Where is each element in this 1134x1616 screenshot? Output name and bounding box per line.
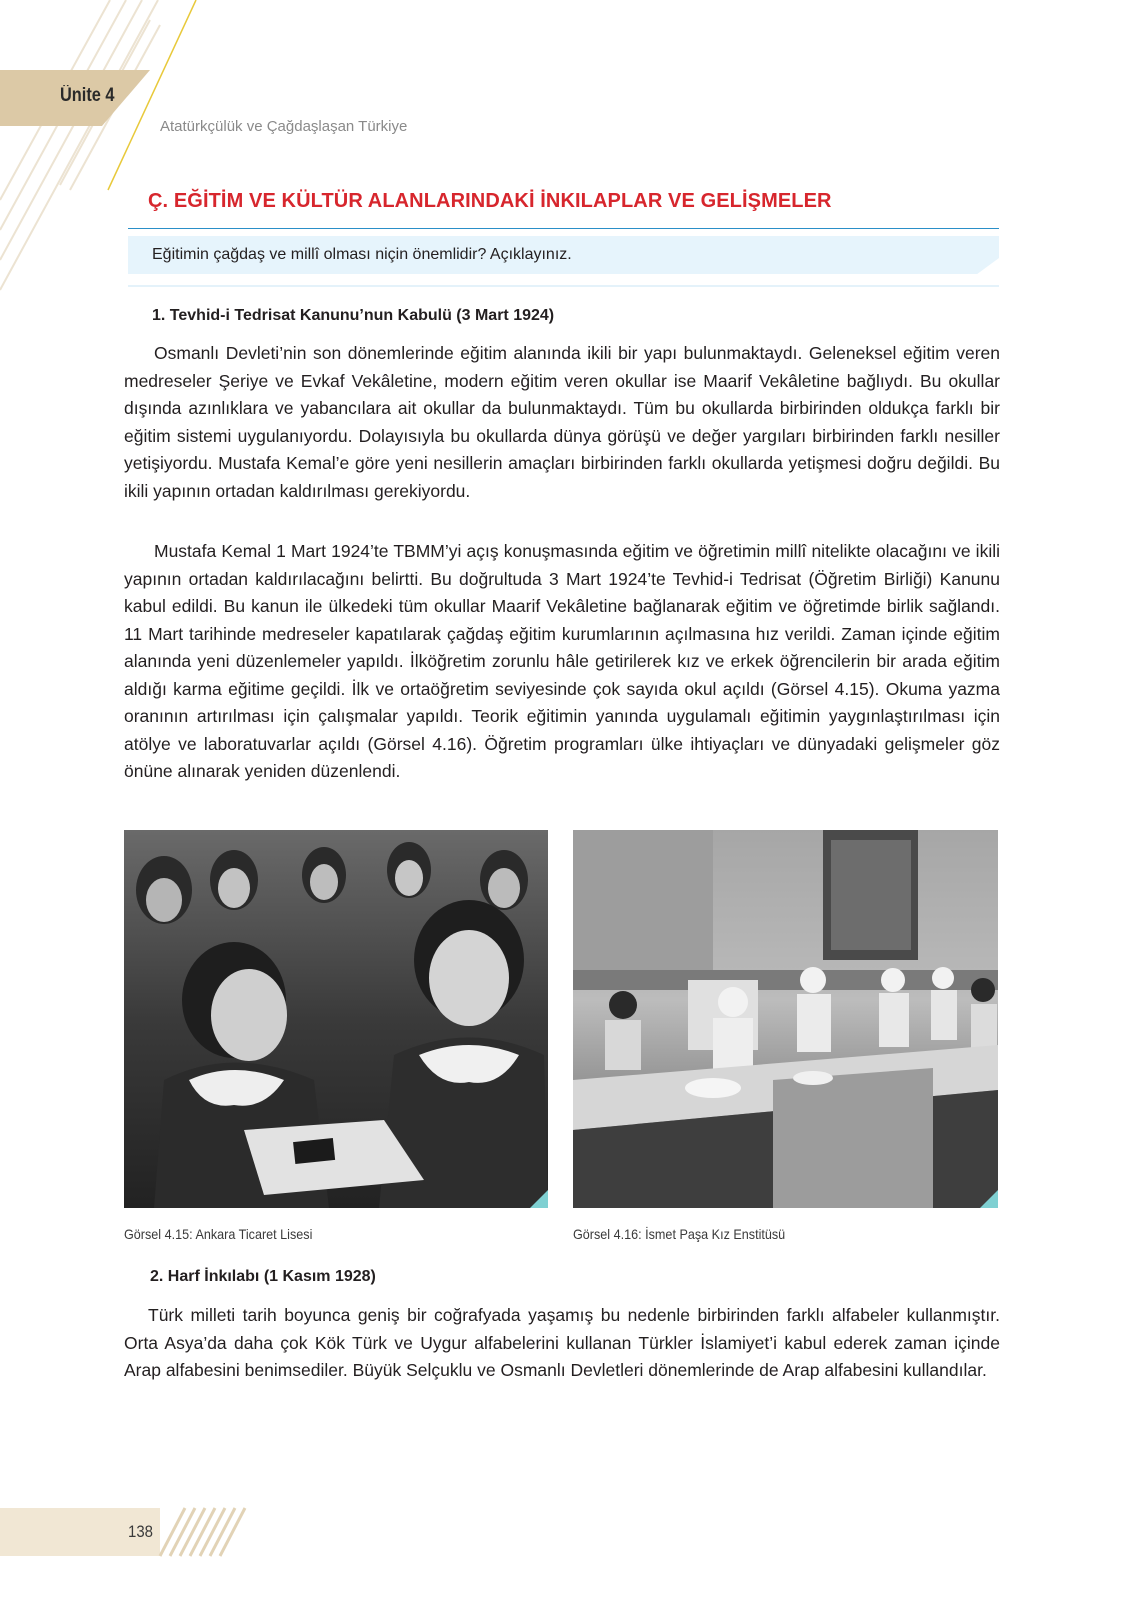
unit-label: Ünite 4 <box>60 85 115 106</box>
figure-caption-4-15: Görsel 4.15: Ankara Ticaret Lisesi <box>124 1226 313 1242</box>
part2-paragraph: Türk milleti tarih boyunca geniş bir coğrafyada yaşamış bu nedenle birbirinden farklı alfabeler kullanmıştır. Orta Asya’da daha çok Kök Türk ve Uygur alfabelerini kullanan Türkler İslamiyet’i kabul ederek zaman içinde Arap alfabesini benimsediler. Büyük Selçuklu ve Osmanlı Devletleri dönemlerinde de Arap alfabesini kullandılar. <box>124 1305 1000 1380</box>
page-number: 138 <box>128 1522 153 1541</box>
figure-photo-workshop <box>573 830 998 1208</box>
question-text: Eğitimin çağdaş ve millî olması niçin önemlidir? Açıklayınız. <box>152 246 572 263</box>
figure-caption-4-16: Görsel 4.16: İsmet Paşa Kız Enstitüsü <box>573 1226 786 1242</box>
part1-paragraph-2: Mustafa Kemal 1 Mart 1924’te TBMM’yi açış konuşmasında eğitim ve öğretimin millî nitelikte olacağını ve ikili yapının ortadan kaldırılacağını belirtti. Bu doğrultuda 3 Mart 1924’te Tevhid-i Tedrisat (Öğretim Birliği) Kanunu kabul edildi. Bu kanun ile ülkedeki tüm okullar Maarif Vekâletine bağlanarak eğitim ve öğretimde birlik sağlandı. 11 Mart tarihinde medreseler kapatılarak çağdaş eğitim kurumlarının açılmasına hız verildi. Zaman içinde eğitim alanında yeni düzenlemeler yapıldı. İlköğretim zorunlu hâle getirilerek kız ve erkek öğrencilerin bir arada eğitim aldığı karma eğitime geçildi. İlk ve ortaöğretim seviyesinde çok sayıda okul açıldı (Görsel 4.15). Okuma yazma oranının artırılması için çalışmalar yapıldı. Teorik eğitimin yanında uygulamalı eğitimin yaygınlaştırılması için atölye ve laboratuvarlar açıldı (Görsel 4.16). Öğretim programları ülke ihtiyaçları ve dünyadaki gelişmeler göz önüne alınarak yeniden düzenlendi. <box>124 541 1000 781</box>
part1-heading: 1. Tevhid-i Tedrisat Kanunu’nun Kabulü (3 Mart 1924) <box>152 307 555 324</box>
part2-heading: 2. Harf İnkılabı (1 Kasım 1928) <box>150 1268 376 1285</box>
section-title: Ç. EĞİTİM VE KÜLTÜR ALANLARINDAKİ İNKILAPLAR VE GELİŞMELER <box>148 190 832 212</box>
figure-photo-classroom <box>124 830 548 1208</box>
title-divider <box>128 228 999 229</box>
part1-paragraph-1: Osmanlı Devleti’nin son dönemlerinde eğitim alanında ikili bir yapı bulunmaktaydı. Geleneksel eğitim veren medreseler Şeriye ve Evkaf Vekâletine, modern eğitim veren okullar ise Maarif Vekâletine bağlıydı. Bu okullar dışında azınlıklara ve yabancılara ait okullar da bulunmaktaydı. Tüm bu okullarda birbirinden oldukça farklı bir eğitim sistemi uygulanıyordu. Dolayısıyla bu okullarda dünya görüşü ve değer yargıları birbirinden farklı nesiller yetişiyordu. Mustafa Kemal’e göre yeni nesillerin amaçları birbirinden farklı okullarda yetişmesi doğru değildi. Bu ikili yapının ortadan kaldırılması gerekiyordu. <box>124 343 1000 501</box>
page-subtitle: Atatürkçülük ve Çağdaşlaşan Türkiye <box>160 118 408 135</box>
question-divider <box>128 285 999 287</box>
